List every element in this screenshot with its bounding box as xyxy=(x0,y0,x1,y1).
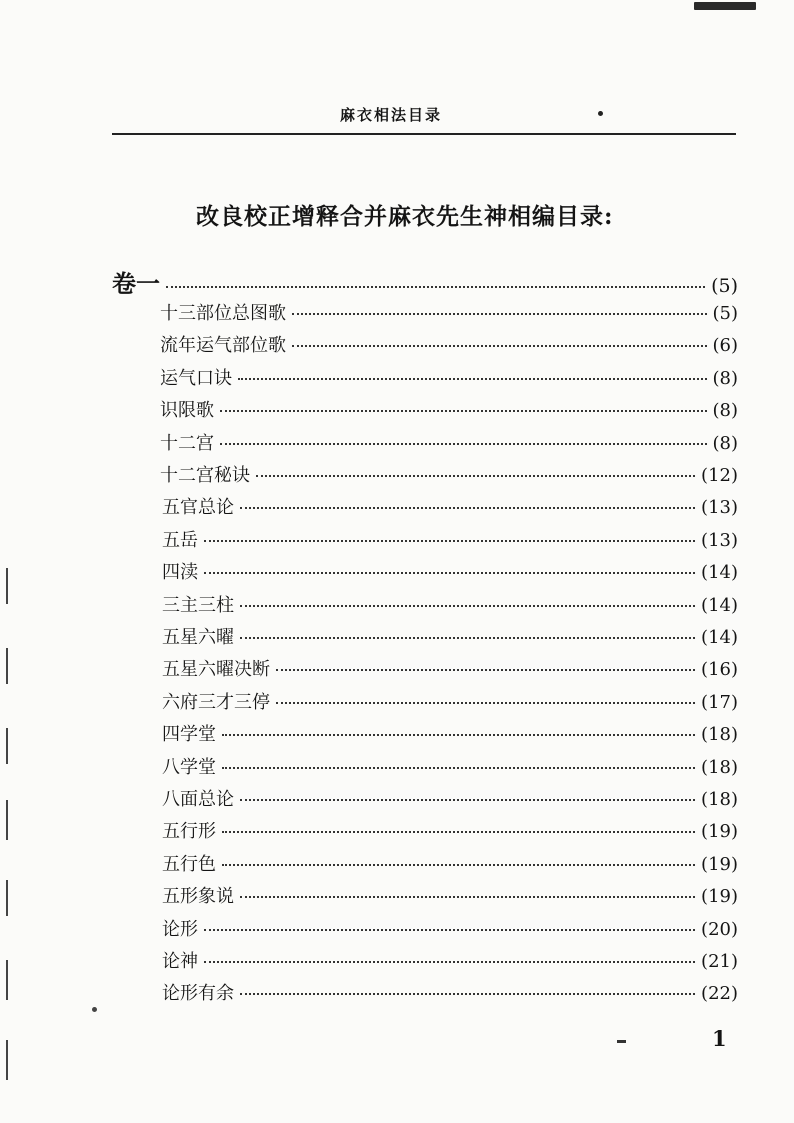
toc-entry-label: 五官总论 xyxy=(162,497,234,518)
scan-artifact xyxy=(6,800,8,840)
scan-artifact xyxy=(6,960,8,1000)
dot-leader xyxy=(292,345,707,347)
toc-entry-page: (16) xyxy=(701,659,738,680)
dot-leader xyxy=(240,507,695,509)
toc-entry[interactable] xyxy=(162,753,738,783)
toc-entry-label: 八学堂 xyxy=(162,757,216,778)
dot-leader xyxy=(240,637,695,639)
toc-entry-label: 十三部位总图歌 xyxy=(160,303,286,324)
dot-leader xyxy=(240,993,695,995)
toc-entry-label: 五星六曜 xyxy=(162,627,234,648)
scan-artifact xyxy=(6,1040,8,1080)
toc-entry[interactable] xyxy=(160,396,738,426)
toc-entry-label: 四渎 xyxy=(162,562,198,583)
dot-leader xyxy=(204,961,695,963)
toc-entry[interactable] xyxy=(162,591,738,621)
toc-entry-label: 四学堂 xyxy=(162,724,216,745)
toc-entry-label: 流年运气部位歌 xyxy=(160,335,286,356)
dot-leader xyxy=(240,896,695,898)
toc-entry[interactable] xyxy=(160,429,738,459)
toc-entry-label: 运气口诀 xyxy=(160,368,232,389)
toc-entry[interactable] xyxy=(162,493,738,523)
toc-entry[interactable] xyxy=(160,461,738,491)
toc-entry[interactable] xyxy=(162,526,738,556)
toc-entry-label: 论形有余 xyxy=(162,983,234,1004)
toc-entry-label: 识限歌 xyxy=(160,400,214,421)
dot-leader xyxy=(220,410,707,412)
scan-artifact xyxy=(6,648,8,684)
toc-entry-page: (5) xyxy=(711,275,738,297)
toc-entry[interactable] xyxy=(160,299,738,329)
toc-entry-page: (18) xyxy=(701,724,738,745)
toc-entry[interactable] xyxy=(162,850,738,880)
toc-entry-page: (8) xyxy=(712,368,738,389)
toc-title: 改良校正增释合并麻衣先生神相编目录: xyxy=(196,203,614,230)
toc-entry-label: 卷一 xyxy=(112,269,160,298)
dot-leader xyxy=(222,831,695,833)
toc-entry[interactable] xyxy=(162,623,738,653)
toc-entry[interactable] xyxy=(162,720,738,750)
scan-artifact xyxy=(6,880,8,916)
toc-entry-page: (18) xyxy=(701,789,738,810)
toc-entry-page: (6) xyxy=(712,335,738,356)
toc-entry[interactable] xyxy=(162,558,738,588)
toc-entry[interactable] xyxy=(160,331,738,361)
toc-entry-page: (19) xyxy=(701,821,738,842)
dot-leader xyxy=(204,540,695,542)
dot-leader xyxy=(220,443,707,445)
scan-artifact xyxy=(6,728,8,764)
dot-leader xyxy=(276,669,695,671)
toc-entry[interactable] xyxy=(160,364,738,394)
toc-entry-page: (19) xyxy=(701,854,738,875)
dot-leader xyxy=(204,572,695,574)
toc-entry-page: (19) xyxy=(701,886,738,907)
toc-entry-page: (8) xyxy=(712,400,738,421)
toc-entry-page: (14) xyxy=(701,595,738,616)
toc-entry-page: (21) xyxy=(701,951,738,972)
toc-entry-label: 五行色 xyxy=(162,854,216,875)
toc-entry-label: 五岳 xyxy=(162,530,198,551)
toc-entry-page: (13) xyxy=(701,497,738,518)
toc-entry-page: (20) xyxy=(701,919,738,940)
dot-leader xyxy=(240,605,695,607)
toc-entry-page: (18) xyxy=(701,757,738,778)
toc-entry[interactable] xyxy=(162,817,738,847)
toc-entry[interactable] xyxy=(162,979,738,1009)
dot-leader xyxy=(222,767,695,769)
dot-leader xyxy=(222,864,695,866)
toc-entry-page: (13) xyxy=(701,530,738,551)
toc-entry-label: 论神 xyxy=(162,951,198,972)
toc-entry[interactable] xyxy=(162,655,738,685)
toc-entry-page: (14) xyxy=(701,562,738,583)
toc-entry[interactable] xyxy=(162,785,738,815)
dot-leader xyxy=(276,702,695,704)
toc-entry-page: (22) xyxy=(701,983,738,1004)
toc-entry-page: (5) xyxy=(712,303,738,324)
running-header: 麻衣相法目录 xyxy=(340,106,443,124)
toc-entry[interactable] xyxy=(162,688,738,718)
toc-entry-page: (17) xyxy=(701,692,738,713)
page-number: 1 xyxy=(712,1026,727,1051)
toc-entry-label: 论形 xyxy=(162,919,198,940)
toc-entry-label: 十二宫秘诀 xyxy=(160,465,250,486)
dot-leader xyxy=(204,929,695,931)
toc-entry-page: (12) xyxy=(701,465,738,486)
dot-leader xyxy=(238,378,707,380)
scan-artifact xyxy=(6,568,8,604)
toc-entry[interactable] xyxy=(162,915,738,945)
toc-entry[interactable] xyxy=(162,882,738,912)
toc-entry-label: 三主三柱 xyxy=(162,595,234,616)
toc-entry-label: 五星六曜决断 xyxy=(162,659,270,680)
footer-dash xyxy=(617,1040,626,1043)
toc-entry-label: 五形象说 xyxy=(162,886,234,907)
toc-entry-label: 六府三才三停 xyxy=(162,692,270,713)
toc-entry[interactable] xyxy=(162,947,738,977)
dot-leader xyxy=(292,313,707,315)
toc-entry-label: 八面总论 xyxy=(162,789,234,810)
dot-leader xyxy=(222,734,695,736)
scan-artifact xyxy=(92,1007,97,1012)
toc-entry-page: (8) xyxy=(712,433,738,454)
toc-volume-entry[interactable] xyxy=(112,264,738,298)
toc-entry-label: 十二宫 xyxy=(160,433,214,454)
dot-leader xyxy=(166,286,705,288)
toc-entry-label: 五行形 xyxy=(162,821,216,842)
dot-leader xyxy=(256,475,695,477)
dot-leader xyxy=(240,799,695,801)
toc-entry-page: (14) xyxy=(701,627,738,648)
